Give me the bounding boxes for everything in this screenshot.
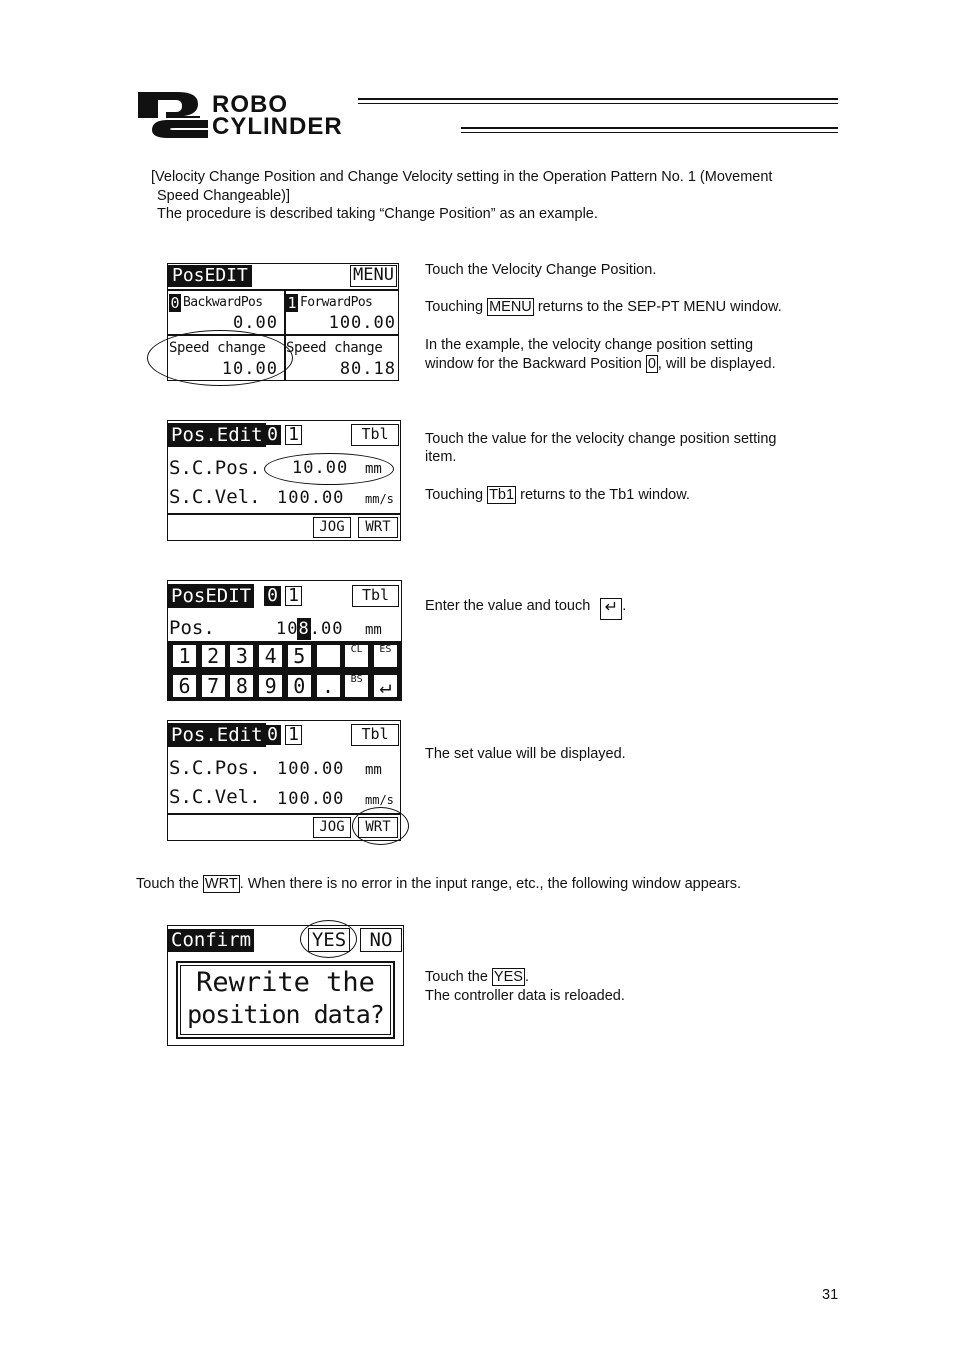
- step2-line-3: [425, 486, 690, 505]
- header-rule-top: [358, 98, 838, 100]
- yes-button[interactable]: YES: [308, 928, 350, 952]
- wrt-button[interactable]: WRT: [358, 817, 398, 838]
- forward-pos-value[interactable]: 100.00: [328, 313, 396, 333]
- keypad-key[interactable]: .: [316, 674, 341, 698]
- keypad-key[interactable]: 4: [258, 644, 283, 668]
- scpos-label: S.C.Pos.: [169, 457, 261, 479]
- position-index-1: 1: [287, 294, 297, 312]
- pos-value-a: 10: [276, 619, 299, 639]
- keypad-key[interactable]: CL: [344, 644, 369, 668]
- confirm-message-line-1: Rewrite the: [196, 967, 375, 998]
- position-digit-1[interactable]: 1: [285, 725, 302, 745]
- header-rule-bottom: [461, 127, 838, 129]
- menu-button[interactable]: MENU: [350, 265, 397, 287]
- screen-posedit-list: [167, 263, 399, 381]
- step3-text: Enter the value and touch: [425, 598, 591, 614]
- speed-change-label-forward: Speed change: [286, 340, 383, 356]
- screen-title: PosEDIT: [168, 265, 252, 287]
- step1-touching: Touching: [425, 299, 484, 315]
- scpos-value[interactable]: 100.00: [277, 759, 345, 779]
- logo-text-robo: ROBO: [212, 91, 288, 118]
- step3-line-1: [425, 597, 626, 620]
- scvel-label: S.C.Vel.: [169, 786, 261, 808]
- jog-button[interactable]: JOG: [313, 817, 351, 838]
- keypad-key[interactable]: 2: [201, 644, 226, 668]
- yes-key-ref: YES: [493, 969, 523, 985]
- step2-tb1-rest: returns to the Tb1 window.: [520, 487, 690, 503]
- scpos-unit: mm: [365, 762, 382, 778]
- scvel-unit: mm/s: [365, 492, 394, 506]
- pos-unit: mm: [365, 622, 382, 638]
- keypad-key[interactable]: ↵: [373, 674, 398, 698]
- scvel-label: S.C.Vel.: [169, 486, 261, 508]
- wrt-button[interactable]: WRT: [358, 517, 398, 538]
- divider: [168, 289, 398, 291]
- rc-logo-icon: [136, 90, 210, 140]
- keypad-key[interactable]: 3: [229, 644, 254, 668]
- keypad-key[interactable]: 7: [201, 674, 226, 698]
- keypad-key[interactable]: BS: [344, 674, 369, 698]
- screen-pos-edit-result: [167, 720, 401, 841]
- wrt-key-ref: WRT: [204, 876, 238, 892]
- step1-line-3: In the example, the velocity change position setting: [425, 337, 754, 353]
- jog-button[interactable]: JOG: [313, 517, 351, 538]
- step1-line-2: [425, 298, 782, 317]
- wrt-note-pre: Touch the: [136, 876, 199, 892]
- step1-line-1: Touch the Velocity Change Position.: [425, 262, 657, 278]
- zero-key-ref: 0: [647, 356, 656, 372]
- page-number: 31: [822, 1287, 839, 1303]
- intro-line-1: [Velocity Change Position and Change Velocity setting in the Operation Pattern No. 1 (Movement: [151, 169, 773, 185]
- keypad-key[interactable]: 5: [287, 644, 312, 668]
- step2-line-1: Touch the value for the velocity change position setting: [425, 431, 777, 447]
- position-digit-1[interactable]: 1: [285, 425, 302, 445]
- step2-line-2: item.: [425, 449, 457, 465]
- position-digit-0: 0: [264, 725, 281, 745]
- robo-cylinder-logo: [136, 90, 841, 140]
- pos-value[interactable]: [276, 619, 343, 639]
- position-digit-1[interactable]: 1: [285, 586, 302, 606]
- scpos-unit: mm: [365, 461, 382, 477]
- scvel-value[interactable]: 100.00: [277, 789, 345, 809]
- header-rule-bottom-thin: [461, 132, 838, 133]
- backward-pos-value[interactable]: 0.00: [233, 313, 278, 333]
- scvel-value[interactable]: 100.00: [277, 488, 345, 508]
- intro-line-2: Speed Changeable)]: [157, 188, 291, 204]
- no-button[interactable]: NO: [360, 928, 402, 952]
- speed-change-value-backward[interactable]: 10.00: [221, 359, 278, 379]
- scpos-label: S.C.Pos.: [169, 757, 261, 779]
- pos-value-c: .00: [309, 619, 344, 639]
- screen-confirm: [167, 925, 404, 1046]
- logo-text-cylinder: CYLINDER: [212, 113, 343, 140]
- position-digit-0: 0: [264, 586, 281, 606]
- screen-title: Pos.Edit: [168, 423, 266, 447]
- step4-line-1: The set value will be displayed.: [425, 746, 626, 762]
- position-digit-0: 0: [264, 425, 281, 445]
- scvel-unit: mm/s: [365, 793, 394, 807]
- keypad-key[interactable]: 6: [172, 674, 197, 698]
- header-rule-top-thin: [358, 103, 838, 104]
- speed-change-label-backward: Speed change: [169, 340, 266, 356]
- screen-posedit-keypad: [167, 580, 402, 701]
- divider: [168, 813, 400, 815]
- scpos-value[interactable]: 10.00: [292, 458, 349, 478]
- keypad-key[interactable]: 0: [287, 674, 312, 698]
- speed-change-value-forward[interactable]: 80.18: [339, 359, 396, 379]
- step1-menu-rest: returns to the SEP-PT MENU window.: [537, 299, 782, 315]
- step5-line-2: The controller data is reloaded.: [425, 988, 625, 1004]
- step3-period: .: [622, 598, 627, 614]
- step1-example-a: window for the Backward Position: [425, 356, 642, 372]
- intro-line-3: The procedure is described taking “Change Position” as an example.: [157, 206, 598, 222]
- divider: [168, 513, 400, 515]
- tbl-button[interactable]: Tbl: [351, 724, 399, 746]
- message-box: [176, 961, 395, 1039]
- keypad-key[interactable]: [316, 644, 341, 668]
- backward-pos-label: BackwardPos: [183, 295, 263, 310]
- position-index-0: 0: [170, 294, 180, 312]
- step2-touching: Touching: [425, 487, 484, 503]
- step5-pre: Touch the: [425, 969, 488, 985]
- screen-title: PosEDIT: [168, 584, 254, 608]
- pos-label: Pos.: [169, 617, 215, 639]
- wrt-note: [136, 875, 741, 894]
- menu-key-ref: MENU: [489, 299, 532, 315]
- screen-pos-edit-sc: [167, 420, 401, 541]
- tbl-button[interactable]: Tbl: [351, 424, 399, 446]
- step5-line-1: [425, 968, 529, 987]
- screen-title: Confirm: [168, 929, 254, 952]
- enter-key-ref: ↵: [600, 598, 622, 620]
- divider-middle: [168, 334, 398, 336]
- screen-title: Pos.Edit: [168, 723, 266, 747]
- tb1-key-ref: Tb1: [489, 487, 515, 503]
- keypad-key[interactable]: 1: [172, 644, 197, 668]
- step5-post: .: [524, 969, 529, 985]
- forward-pos-label: ForwardPos: [300, 295, 373, 310]
- keypad-key[interactable]: 9: [258, 674, 283, 698]
- pos-value-cursor: 8: [298, 619, 310, 639]
- tbl-button[interactable]: Tbl: [352, 585, 399, 607]
- confirm-message-line-2: position data?: [187, 1000, 384, 1029]
- step1-example-b: , will be displayed.: [657, 356, 776, 372]
- keypad-key[interactable]: 8: [229, 674, 254, 698]
- wrt-note-post: . When there is no error in the input range, etc., the following window appears.: [239, 876, 742, 892]
- keypad-key[interactable]: ES: [373, 644, 398, 668]
- step1-line-4: [425, 355, 776, 374]
